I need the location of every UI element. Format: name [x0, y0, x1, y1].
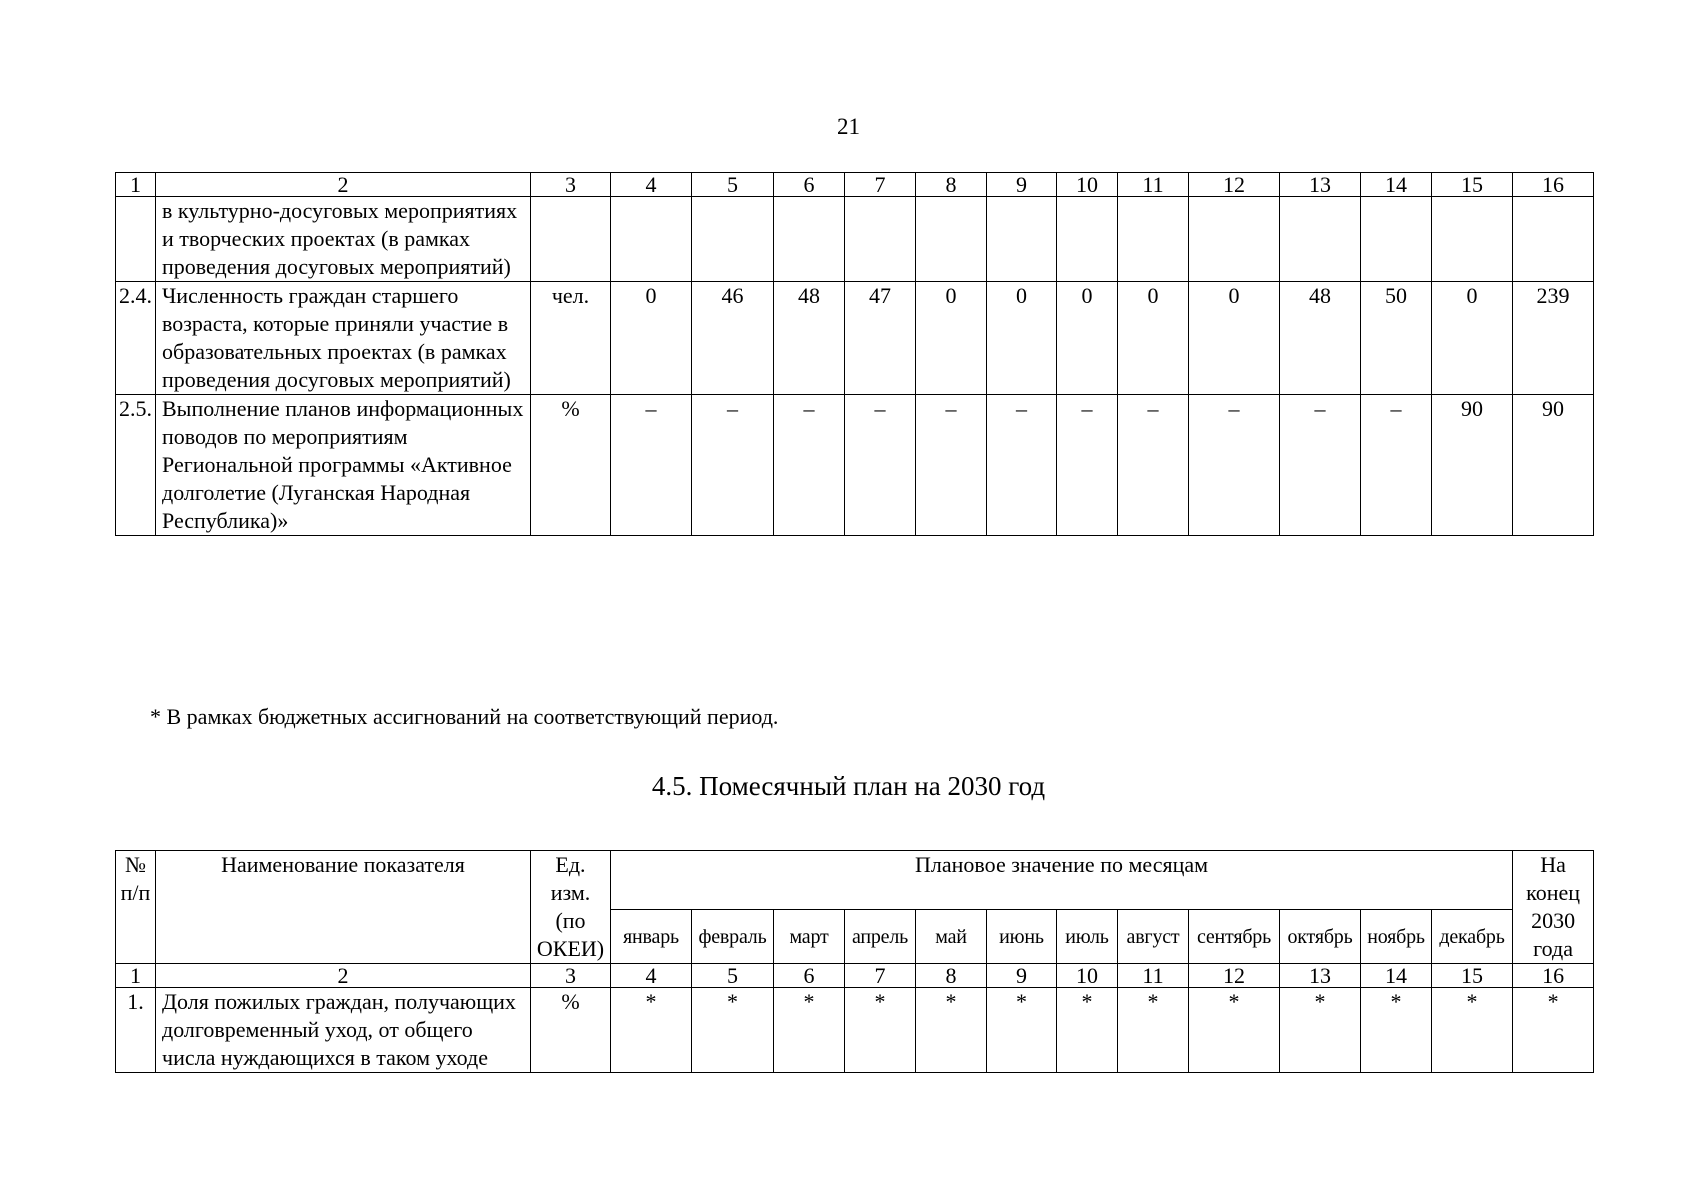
value-cell: * [611, 988, 692, 1073]
col-number: 8 [916, 964, 987, 988]
col-number: 7 [845, 173, 916, 197]
value-cell [845, 197, 916, 282]
value-cell: – [611, 395, 692, 536]
value-cell [1118, 197, 1189, 282]
page-number: 21 [837, 114, 860, 139]
value-cell [611, 197, 692, 282]
column-number-row [116, 173, 1594, 197]
month-header: апрель [845, 910, 916, 964]
value-cell: 46 [692, 282, 774, 395]
value-cell: – [1189, 395, 1280, 536]
value-cell [1432, 197, 1513, 282]
indicator-name: Доля пожилых граждан, получающих долговременный уход, от общего числа нуждающихся в таком уходе [156, 988, 531, 1073]
col-number: 10 [1057, 173, 1118, 197]
month-header: июль [1057, 910, 1118, 964]
value-cell [1189, 197, 1280, 282]
value-cell [1057, 197, 1118, 282]
value-cell: – [1280, 395, 1361, 536]
value-cell: 0 [1432, 282, 1513, 395]
value-cell: * [1057, 988, 1118, 1073]
value-cell: – [692, 395, 774, 536]
col-number: 4 [611, 173, 692, 197]
column-number-row [116, 964, 1594, 988]
unit-cell: % [531, 395, 611, 536]
total-cell [1513, 197, 1594, 282]
value-cell [1361, 197, 1432, 282]
value-cell: – [774, 395, 845, 536]
col-number: 15 [1432, 964, 1513, 988]
value-cell [692, 197, 774, 282]
total-cell: * [1513, 988, 1594, 1073]
col-number: 5 [692, 173, 774, 197]
footnote: * В рамках бюджетных ассигнований на соответствующий период. [150, 704, 779, 729]
month-header: февраль [692, 910, 774, 964]
value-cell: 0 [1057, 282, 1118, 395]
monthly-plan-table [115, 850, 1594, 1073]
col-number: 10 [1057, 964, 1118, 988]
value-cell: * [1189, 988, 1280, 1073]
value-cell: 47 [845, 282, 916, 395]
value-cell: 48 [774, 282, 845, 395]
value-cell: * [1118, 988, 1189, 1073]
header-year-end: На конец 2030 года [1513, 851, 1594, 964]
col-number: 4 [611, 964, 692, 988]
col-number: 9 [987, 173, 1057, 197]
col-number: 16 [1513, 173, 1594, 197]
value-cell: 0 [1189, 282, 1280, 395]
value-cell: * [1361, 988, 1432, 1073]
col-number: 1 [116, 173, 156, 197]
col-number: 3 [531, 173, 611, 197]
value-cell: * [845, 988, 916, 1073]
value-cell: * [692, 988, 774, 1073]
col-number: 9 [987, 964, 1057, 988]
month-header: март [774, 910, 845, 964]
section-title: 4.5. Помесячный план на 2030 год [651, 771, 1046, 801]
value-cell: – [1118, 395, 1189, 536]
month-header: октябрь [1280, 910, 1361, 964]
row-number: 2.5. [116, 395, 156, 536]
value-cell [774, 197, 845, 282]
col-number: 16 [1513, 964, 1594, 988]
month-header: январь [611, 910, 692, 964]
indicator-name: Выполнение планов информационных поводов по мероприятиям Региональной программы «Активное долголетие (Луганская Народная Республика)» [156, 395, 531, 536]
col-number: 6 [774, 964, 845, 988]
value-cell: * [774, 988, 845, 1073]
col-number: 13 [1280, 173, 1361, 197]
col-number: 6 [774, 173, 845, 197]
col-number: 14 [1361, 173, 1432, 197]
month-header: июнь [987, 910, 1057, 964]
value-cell: – [845, 395, 916, 536]
table-row [116, 988, 1594, 1073]
value-cell: 48 [1280, 282, 1361, 395]
header-unit: Ед. изм. (по ОКЕИ) [531, 851, 611, 964]
value-cell: – [916, 395, 987, 536]
value-cell: 50 [1361, 282, 1432, 395]
month-header: сентябрь [1189, 910, 1280, 964]
total-cell: 239 [1513, 282, 1594, 395]
value-cell: 0 [916, 282, 987, 395]
table-row [116, 197, 1594, 282]
col-number: 8 [916, 173, 987, 197]
col-number: 7 [845, 964, 916, 988]
table-row [116, 395, 1594, 536]
value-cell: 0 [611, 282, 692, 395]
indicator-name: Численность граждан старшего возраста, которые приняли участие в образовательных проектах (в рамках проведения досуговых мероприятий) [156, 282, 531, 395]
value-cell [987, 197, 1057, 282]
col-number: 15 [1432, 173, 1513, 197]
header-row [116, 851, 1594, 910]
value-cell: – [987, 395, 1057, 536]
month-header: август [1118, 910, 1189, 964]
total-cell: 90 [1513, 395, 1594, 536]
row-number: 1. [116, 988, 156, 1073]
col-number: 2 [156, 964, 531, 988]
month-header: декабрь [1432, 910, 1513, 964]
indicator-table-continued [115, 172, 1594, 536]
value-cell: 0 [987, 282, 1057, 395]
col-number: 14 [1361, 964, 1432, 988]
row-number [116, 197, 156, 282]
header-indicator-name: Наименование показателя [156, 851, 531, 964]
header-months-group: Плановое значение по месяцам [611, 851, 1513, 910]
value-cell [1280, 197, 1361, 282]
col-number: 13 [1280, 964, 1361, 988]
table-row [116, 282, 1594, 395]
header-number: № п/п [116, 851, 156, 964]
indicator-name: в культурно-досуговых мероприятиях и творческих проектах (в рамках проведения досуговых мероприятий) [156, 197, 531, 282]
col-number: 2 [156, 173, 531, 197]
value-cell: * [916, 988, 987, 1073]
month-header: май [916, 910, 987, 964]
value-cell: * [1432, 988, 1513, 1073]
col-number: 1 [116, 964, 156, 988]
value-cell: – [1361, 395, 1432, 536]
unit-cell: % [531, 988, 611, 1073]
col-number: 12 [1189, 173, 1280, 197]
value-cell: * [1280, 988, 1361, 1073]
value-cell: 90 [1432, 395, 1513, 536]
unit-cell: чел. [531, 282, 611, 395]
col-number: 12 [1189, 964, 1280, 988]
col-number: 3 [531, 964, 611, 988]
col-number: 11 [1118, 964, 1189, 988]
value-cell: 0 [1118, 282, 1189, 395]
row-number: 2.4. [116, 282, 156, 395]
value-cell: * [987, 988, 1057, 1073]
value-cell [916, 197, 987, 282]
value-cell: – [1057, 395, 1118, 536]
col-number: 11 [1118, 173, 1189, 197]
unit-cell [531, 197, 611, 282]
col-number: 5 [692, 964, 774, 988]
month-header: ноябрь [1361, 910, 1432, 964]
